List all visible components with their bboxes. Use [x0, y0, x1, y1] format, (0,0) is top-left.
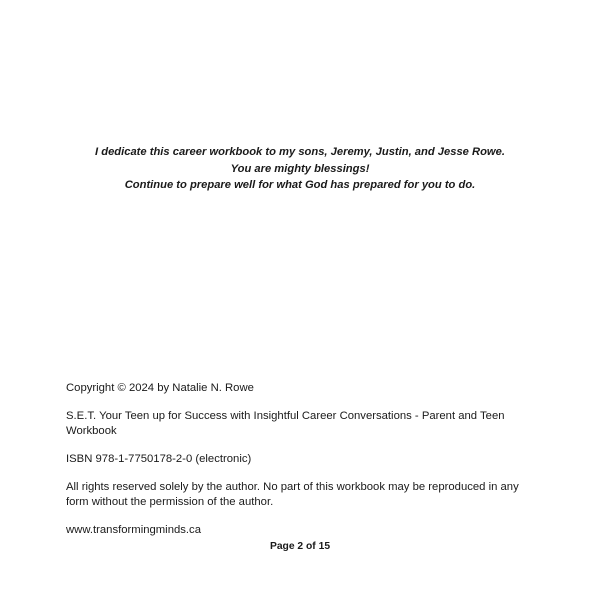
page-footer: Page 2 of 15	[269, 541, 331, 552]
dedication-line-1: I dedicate this career workbook to my sons, Jeremy, Justin, and Jesse Rowe.	[95, 146, 505, 158]
dedication-line-3: Continue to prepare well for what God has prepared for you to do.	[124, 179, 476, 191]
dedication-block	[0, 144, 600, 194]
copyright-notice: Copyright © 2024 by Natalie N. Rowe	[66, 382, 254, 394]
dedication-line-2: You are mighty blessings!	[230, 162, 370, 175]
isbn-line: ISBN 978-1-7750178-2-0 (electronic)	[66, 453, 252, 465]
copyright-block	[66, 381, 536, 538]
rights-statement: All rights reserved solely by the author. No part of this workbook may be reproduced in any form without the permission of the author.	[66, 481, 519, 508]
website-url: www.transformingminds.ca	[66, 524, 201, 536]
book-title: S.E.T. Your Teen up for Success with Insightful Career Conversations - Parent and Teen Workbook	[66, 410, 505, 437]
